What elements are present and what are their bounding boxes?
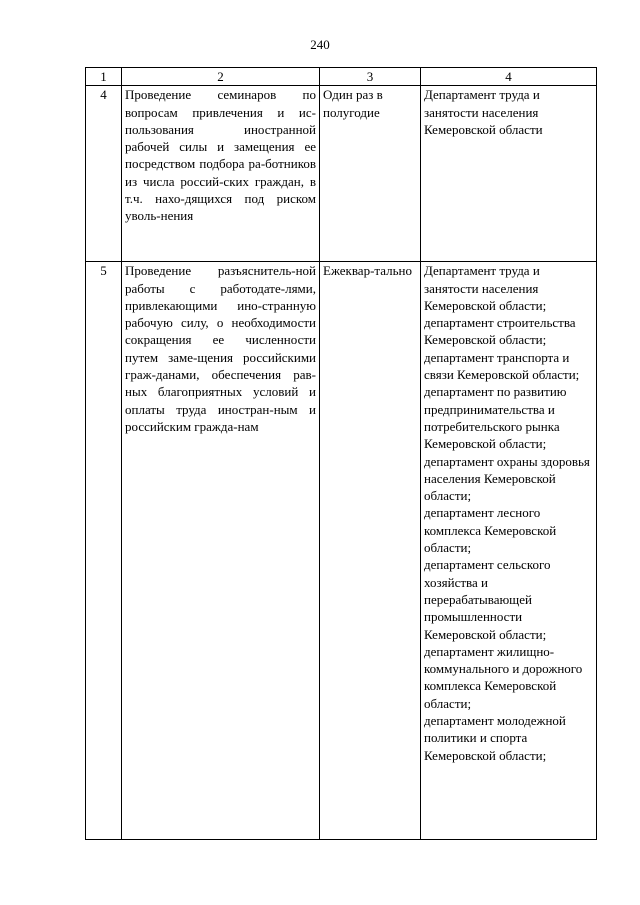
row-period: Один раз в полугодие: [320, 86, 421, 262]
row-executors: [421, 262, 597, 840]
table-row: [86, 86, 597, 262]
executor-item: департамент строительства Кемеровской области;: [424, 315, 576, 348]
column-header-4: 4: [421, 68, 597, 86]
executor-item: департамент транспорта и связи Кемеровской области;: [424, 349, 580, 383]
executor-item: департамент сельского хозяйства и перерабатывающей промышленности Кемеровской области;: [424, 557, 551, 642]
executor-item: департамент по развитию предпринимательства и потребительского рынка Кемеровской области;: [424, 384, 567, 452]
executor-item: департамент охраны здоровья населения Кемеровской области;: [424, 453, 590, 504]
row-number: 4: [86, 86, 122, 262]
row-number: 5: [86, 262, 122, 840]
page-number: 240: [310, 37, 330, 52]
measures-table: [85, 67, 597, 840]
table-row: [86, 262, 597, 840]
row-description: Проведение разъяснитель-ной работы с работодате-лями, привлекающими ино-странную рабочую силу, о необходимости сокращения ее численности путем заме-щения российскими граж-данами, обеспечения рав-ных благоприятных условий и оплаты труда иностран-ным и российским гражда-нам: [122, 262, 320, 840]
executor-item: департамент жилищно-коммунального и дорожного комплекса Кемеровской области;: [424, 643, 583, 711]
row-executors: [421, 86, 597, 262]
executor-item: департамент молодежной политики и спорта Кемеровской области;: [424, 713, 566, 763]
column-header-1: 1: [86, 68, 122, 86]
executor-item: Департамент труда и занятости населения Кемеровской области: [424, 87, 543, 137]
executor-item: департамент лесного комплекса Кемеровской области;: [424, 505, 557, 556]
row-period: Ежеквар-тально: [320, 262, 421, 840]
row-description: Проведение семинаров по вопросам привлечения и ис-пользования иностранной рабочей силы и замещения ее посредством подбора ра-ботников из числа россий-ских граждан, в т.ч. нахо-дящихся под риском уволь-нения: [122, 86, 320, 262]
executor-item: Департамент труда и занятости населения Кемеровской области;: [424, 263, 547, 313]
column-header-3: 3: [320, 68, 421, 86]
table-header-row: [86, 68, 597, 86]
column-header-2: 2: [122, 68, 320, 86]
